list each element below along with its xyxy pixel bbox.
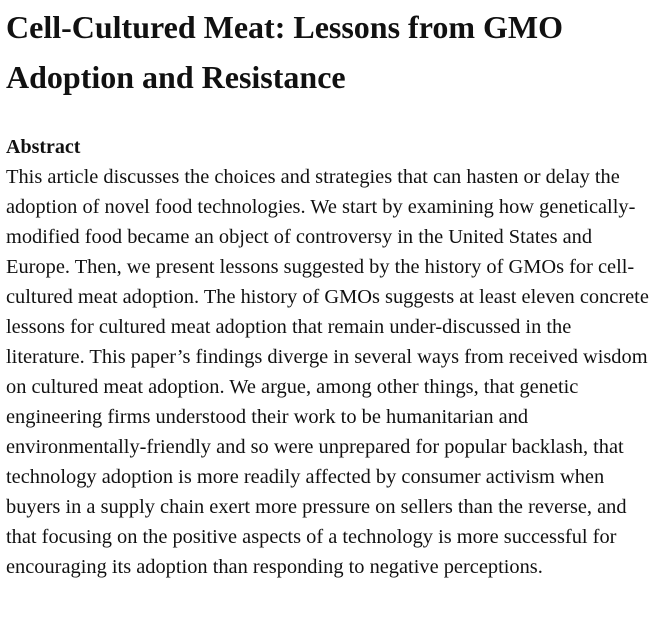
article-title: Cell-Cultured Meat: Lessons from GMO Adoption and Resistance [6, 9, 563, 95]
abstract-heading: Abstract [6, 136, 81, 158]
abstract-text: This article discusses the choices and strategies that can hasten or delay the adoption of novel food technologies. We start by examining how genetically-modified food became an object of controversy in the United States and Europe. Then, we present lessons suggested by the history of GMOs for cell-cultured meat adoption. The history of GMOs suggests at least eleven concrete lessons for cultured meat adoption that remain under-discussed in the literature. This paper’s findings diverge in several ways from received wisdom on cultured meat adoption. We argue, among other things, that genetic engineering firms understood their work to be humanitarian and environmentally-friendly and so were unprepared for popular backlash, that technology adoption is more readily affected by consumer activism when buyers in a supply chain exert more pressure on sellers than the reverse, and that focusing on the positive aspects of a technology is more successful for encouraging its adoption than responding to negative perceptions. [6, 166, 649, 578]
